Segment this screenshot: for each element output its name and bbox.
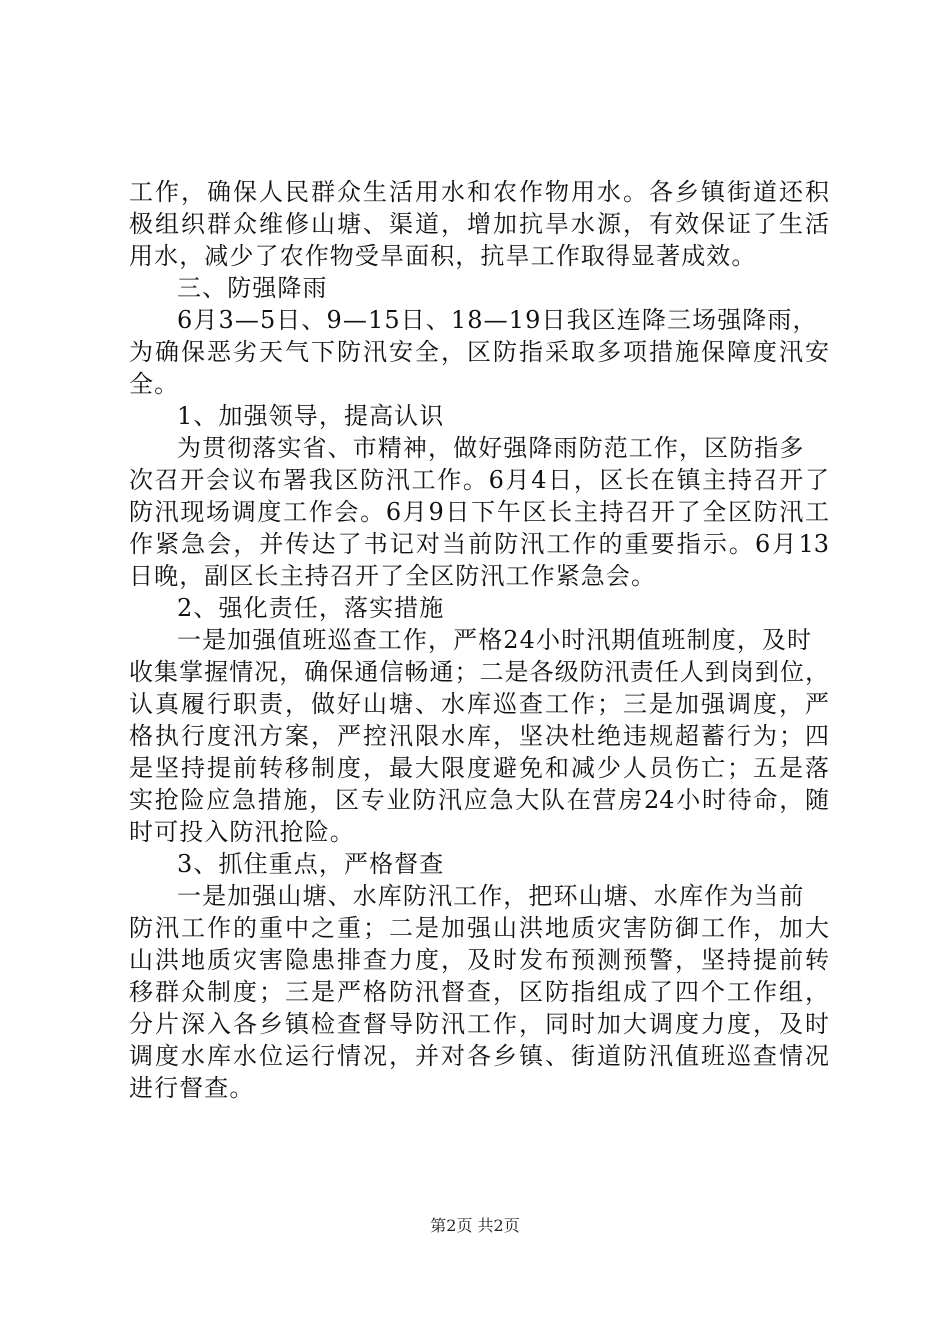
text-line: 日晚，副区长主持召开了全区防汛工作紧急会。: [129, 562, 657, 590]
text-line: 为贯彻落实省、市精神，做好强降雨防范工作，区防指多: [177, 434, 805, 462]
text-line: 格执行度汛方案，严控汛限水库，坚决杜绝违规超蓄行为；四: [129, 722, 829, 750]
text-line: 防汛现场调度工作会。6月9日下午区长主持召开了全区防汛工: [129, 498, 829, 526]
text-line: 分片深入各乡镇检查督导防汛工作，同时加大调度力度，及时: [129, 1010, 829, 1038]
text-line: 次召开会议布署我区防汛工作。6月4日，区长在镇主持召开了: [129, 466, 829, 494]
text-line: 时可投入防汛抢险。: [129, 818, 355, 846]
text-line: 工作，确保人民群众生活用水和农作物用水。各乡镇街道还积: [129, 178, 829, 206]
text-line: 移群众制度；三是严格防汛督查，区防指组成了四个工作组，: [129, 978, 829, 1006]
section-heading: 三、防强降雨: [177, 274, 328, 302]
text-line: 认真履行职责，做好山塘、水库巡查工作；三是加强调度，严: [129, 690, 829, 718]
text-line: 进行督查。: [129, 1074, 255, 1102]
text-line: 为确保恶劣天气下防汛安全，区防指采取多项措施保障度汛安: [129, 338, 829, 366]
text-line: 山洪地质灾害隐患排查力度，及时发布预测预警，坚持提前转: [129, 946, 829, 974]
text-line: 用水，减少了农作物受旱面积，抗旱工作取得显著成效。: [129, 242, 757, 270]
subsection-heading: 2、强化责任，落实措施: [177, 594, 445, 622]
text-line: 6月3—5日、9—15日、18—19日我区连降三场强降雨，: [177, 306, 818, 334]
subsection-heading: 1、加强领导，提高认识: [177, 402, 445, 430]
page-footer: 第2页 共2页: [430, 1216, 520, 1235]
text-line: 防汛工作的重中之重；二是加强山洪地质灾害防御工作，加大: [129, 914, 829, 942]
text-line: 调度水库水位运行情况，并对各乡镇、街道防汛值班巡查情况: [129, 1042, 829, 1070]
text-line: 一是加强山塘、水库防汛工作，把环山塘、水库作为当前: [177, 882, 805, 910]
text-line: 作紧急会，并传达了书记对当前防汛工作的重要指示。6月13: [129, 530, 829, 558]
text-line: 实抢险应急措施，区专业防汛应急大队在营房24小时待命，随: [129, 786, 829, 814]
text-line: 全。: [129, 370, 180, 398]
text-line: 极组织群众维修山塘、渠道，增加抗旱水源，有效保证了生活: [129, 210, 829, 238]
text-line: 一是加强值班巡查工作，严格24小时汛期值班制度，及时: [177, 626, 813, 654]
text-line: 收集掌握情况，确保通信畅通；二是各级防汛责任人到岗到位，: [129, 658, 829, 686]
text-line: 是坚持提前转移制度，最大限度避免和减少人员伤亡；五是落: [129, 754, 829, 782]
subsection-heading: 3、抓住重点，严格督查: [177, 850, 445, 878]
